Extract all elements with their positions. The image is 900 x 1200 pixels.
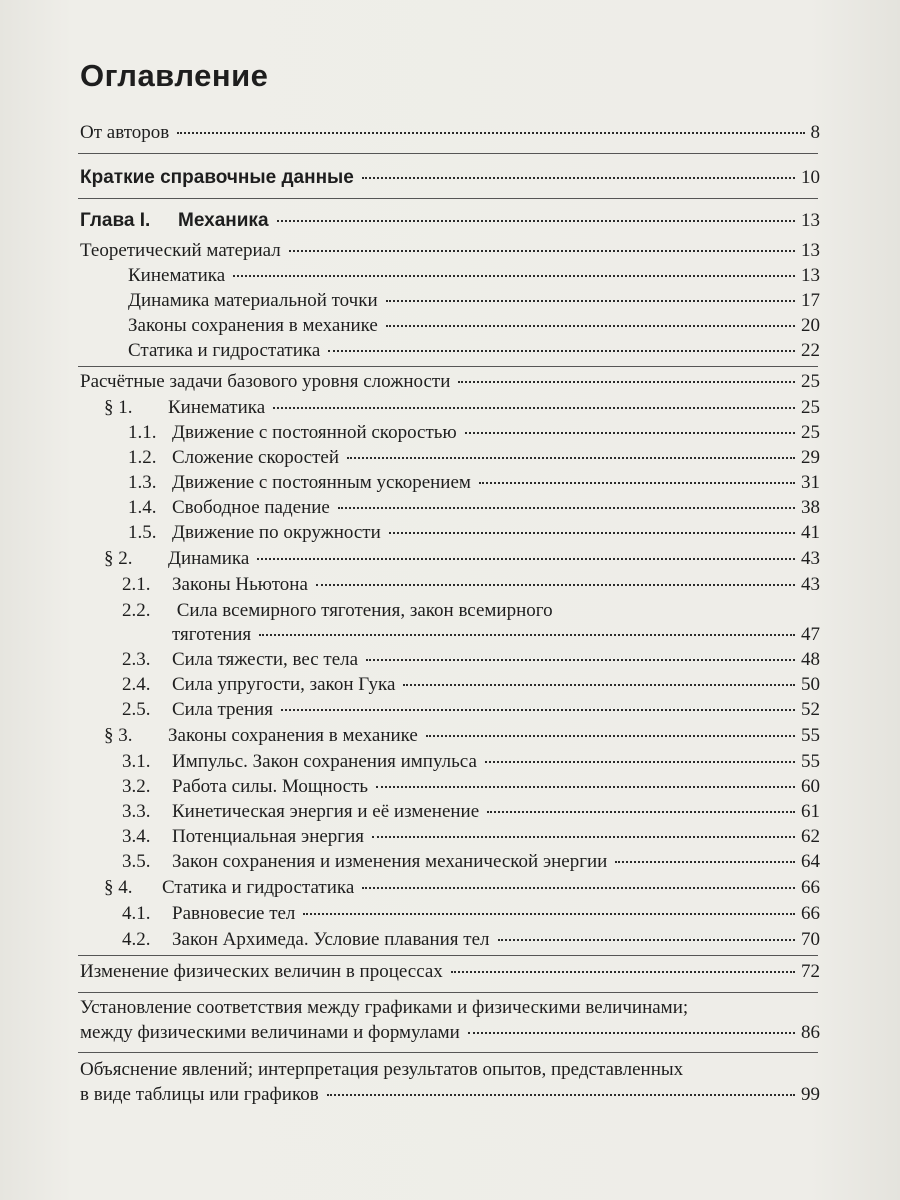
toc-entry-title: Динамика [168, 548, 250, 569]
toc-entry-page: 22 [801, 340, 820, 361]
toc-entry[interactable] [128, 264, 820, 288]
toc-entry-title: Расчётные задачи базового уровня сложности [80, 371, 451, 392]
toc-entry-title: Закон Архимеда. Условие плавания тел [172, 929, 490, 950]
toc-entry-title: Изменение физических величин в процессах [80, 961, 443, 982]
toc-entry-page: 66 [801, 877, 820, 898]
subsection-number: 3.2. [122, 776, 151, 797]
toc-entry-page: 17 [801, 290, 820, 311]
section-number: § 1. [104, 397, 133, 418]
subsection-number: 2.4. [122, 674, 151, 695]
toc-entry[interactable] [128, 289, 820, 313]
toc-subsection[interactable] [122, 775, 820, 799]
toc-section[interactable] [104, 724, 820, 748]
dot-leader [389, 532, 795, 534]
toc-entry-title: Движение с постоянной скоростью [172, 422, 457, 443]
dot-leader [485, 761, 795, 763]
toc-entry-title: Кинетическая энергия и её изменение [172, 801, 480, 822]
toc-entry-title: Механика [178, 210, 269, 231]
toc-entry-page: 20 [801, 315, 820, 336]
toc-entry-title: Движение по окружности [172, 522, 381, 543]
dot-leader [386, 300, 795, 302]
toc-entry-title: Сила всемирного тяготения, закон всемирного [176, 600, 553, 621]
toc-entry-page: 41 [801, 522, 820, 543]
toc-subsection[interactable] [122, 750, 820, 774]
toc-entry-page: 8 [810, 122, 820, 143]
toc-entry[interactable] [80, 370, 820, 394]
dot-leader [281, 709, 795, 711]
toc-entry-title-continued: между физическими величинами и формулами [80, 1022, 460, 1043]
dot-leader [498, 939, 795, 941]
toc-entry-page: 43 [801, 574, 820, 595]
dot-leader [403, 684, 795, 686]
toc-entry-title: Установление соответствия между графиками и физическими величинами; [80, 997, 689, 1018]
dot-leader [259, 634, 795, 636]
dot-leader [487, 811, 795, 813]
toc-entry-title: Импульс. Закон сохранения импульса [172, 751, 477, 772]
chapter-number: Глава I. [80, 210, 151, 231]
toc-section[interactable] [104, 876, 820, 900]
dot-leader [233, 275, 795, 277]
subsection-number: 2.5. [122, 699, 151, 720]
toc-entry-title: Кинематика [168, 397, 266, 418]
toc-entry-title-continued: тяготения [172, 624, 252, 645]
toc-entry-title: Сила тяжести, вес тела [172, 649, 359, 670]
toc-entry-page: 52 [801, 699, 820, 720]
subsection-number: 3.1. [122, 751, 151, 772]
section-divider [78, 198, 818, 199]
dot-leader [303, 913, 795, 915]
toc-entry-page: 66 [801, 903, 820, 924]
dot-leader [177, 132, 804, 134]
toc-entry-title: Законы Ньютона [172, 574, 308, 595]
toc-section[interactable] [104, 547, 820, 571]
toc-entry-title: Законы сохранения в механике [128, 315, 378, 336]
toc-entry-page: 72 [801, 961, 820, 982]
subsection-number: 3.3. [122, 801, 151, 822]
toc-subsection[interactable] [122, 573, 820, 597]
toc-entry-page: 25 [801, 397, 820, 418]
toc-entry-title: Сила упругости, закон Гука [172, 674, 396, 695]
dot-leader [386, 325, 795, 327]
toc-entry-page: 99 [801, 1084, 820, 1105]
dot-leader [372, 836, 795, 838]
section-divider [78, 153, 818, 154]
toc-entry-title: От авторов [80, 122, 170, 143]
toc-entry-page: 47 [801, 624, 820, 645]
subsection-number: 4.1. [122, 903, 151, 924]
toc-entry-title: Работа силы. Мощность [172, 776, 369, 797]
toc-entry-page: 38 [801, 497, 820, 518]
toc-subsection[interactable] [122, 800, 820, 824]
dot-leader [327, 1094, 795, 1096]
section-divider [78, 1052, 818, 1053]
toc-entry[interactable] [80, 1021, 820, 1045]
toc-entry[interactable] [80, 1083, 820, 1107]
toc-entry-title: Законы сохранения в механике [168, 725, 418, 746]
toc-subsection[interactable] [122, 902, 820, 926]
toc-entry-title: Краткие справочные данные [80, 167, 354, 188]
subsection-number: 3.5. [122, 851, 151, 872]
toc-entry-title: Закон сохранения и изменения механической энергии [172, 851, 608, 872]
subsection-number: 1.1. [128, 422, 157, 443]
section-divider [78, 955, 818, 956]
dot-leader [273, 407, 795, 409]
toc-entry-first-line[interactable] [80, 1058, 683, 1082]
toc-entry-title: Сложение скоростей [172, 447, 340, 468]
toc-subsection[interactable] [128, 471, 820, 495]
toc-entry-title: Свободное падение [172, 497, 330, 518]
toc-entry-page: 70 [801, 929, 820, 950]
toc-entry-page: 62 [801, 826, 820, 847]
section-divider [78, 366, 818, 367]
dot-leader [316, 584, 795, 586]
toc-entry-page: 48 [801, 649, 820, 670]
toc-entry[interactable] [128, 314, 820, 338]
toc-entry-title: Равновесие тел [172, 903, 296, 924]
subsection-number: 2.1. [122, 574, 151, 595]
subsection-number: 1.4. [128, 497, 157, 518]
subsection-number: 1.3. [128, 472, 157, 493]
toc-subsection[interactable] [122, 673, 820, 697]
toc-entry-title: Теоретический материал [80, 240, 281, 261]
dot-leader [458, 381, 795, 383]
dot-leader [465, 432, 795, 434]
dot-leader [376, 786, 795, 788]
dot-leader [426, 735, 795, 737]
subsection-number: 2.3. [122, 649, 151, 670]
toc-entry-page: 55 [801, 725, 820, 746]
toc-entry-title: Движение с постоянным ускорением [172, 472, 471, 493]
toc-entry-page: 60 [801, 776, 820, 797]
toc-entry-page: 61 [801, 801, 820, 822]
dot-leader [615, 861, 795, 863]
toc-entry[interactable] [80, 239, 820, 263]
toc-entry-title: Динамика материальной точки [128, 290, 378, 311]
dot-leader [338, 507, 795, 509]
toc-subsection[interactable] [122, 825, 820, 849]
toc-chapter[interactable] [80, 209, 820, 233]
toc-subsection[interactable] [122, 850, 820, 874]
toc-entry-page: 13 [801, 210, 820, 231]
dot-leader [479, 482, 795, 484]
toc-entry-page: 55 [801, 751, 820, 772]
section-number: § 3. [104, 725, 133, 746]
toc-entry-title: Сила трения [172, 699, 274, 720]
subsection-number: 3.4. [122, 826, 151, 847]
toc-entry[interactable] [80, 960, 820, 984]
toc-subsection[interactable] [128, 446, 820, 470]
dot-leader [328, 350, 795, 352]
toc-entry-title: Статика и гидростатика [162, 877, 355, 898]
toc-entry-page: 43 [801, 548, 820, 569]
toc-entry-page: 13 [801, 265, 820, 286]
toc-entry-page: 50 [801, 674, 820, 695]
toc-entry-page: 29 [801, 447, 820, 468]
section-divider [78, 992, 818, 993]
dot-leader [347, 457, 795, 459]
toc-subsection[interactable] [172, 623, 820, 647]
toc-entry-title-continued: в виде таблицы или графиков [80, 1084, 319, 1105]
dot-leader [366, 659, 795, 661]
toc-subsection-first-line[interactable] [122, 599, 553, 623]
toc-subsection[interactable] [128, 421, 820, 445]
dot-leader [362, 177, 795, 179]
toc-subsection[interactable] [128, 521, 820, 545]
toc-entry-first-line[interactable] [80, 996, 688, 1020]
toc-entry-page: 13 [801, 240, 820, 261]
page-title: Оглавление [80, 58, 269, 93]
dot-leader [451, 971, 795, 973]
subsection-number: 2.2. [122, 600, 151, 621]
section-number: § 2. [104, 548, 133, 569]
subsection-number: 1.5. [128, 522, 157, 543]
toc-entry-title: Потенциальная энергия [172, 826, 365, 847]
dot-leader [277, 220, 795, 222]
toc-entry-title: Статика и гидростатика [128, 340, 321, 361]
section-number: § 4. [104, 877, 133, 898]
toc-subsection[interactable] [122, 698, 820, 722]
toc-entry-page: 64 [801, 851, 820, 872]
subsection-number: 1.2. [128, 447, 157, 468]
subsection-number: 4.2. [122, 929, 151, 950]
toc-entry-title: Объяснение явлений; интерпретация результатов опытов, представленных [80, 1059, 684, 1080]
dot-leader [289, 250, 795, 252]
toc-entry-page: 25 [801, 371, 820, 392]
dot-leader [362, 887, 795, 889]
toc-subsection[interactable] [128, 496, 820, 520]
toc-entry-title: Кинематика [128, 265, 226, 286]
toc-entry[interactable] [128, 339, 820, 363]
toc-section[interactable] [104, 396, 820, 420]
toc-entry-page: 86 [801, 1022, 820, 1043]
toc-entry-page: 31 [801, 472, 820, 493]
toc-entry[interactable] [80, 121, 820, 145]
dot-leader [468, 1032, 795, 1034]
toc-entry-page: 10 [801, 167, 820, 188]
toc-entry[interactable] [80, 166, 820, 190]
toc-subsection[interactable] [122, 928, 820, 952]
dot-leader [257, 558, 795, 560]
toc-subsection[interactable] [122, 648, 820, 672]
toc-entry-page: 25 [801, 422, 820, 443]
